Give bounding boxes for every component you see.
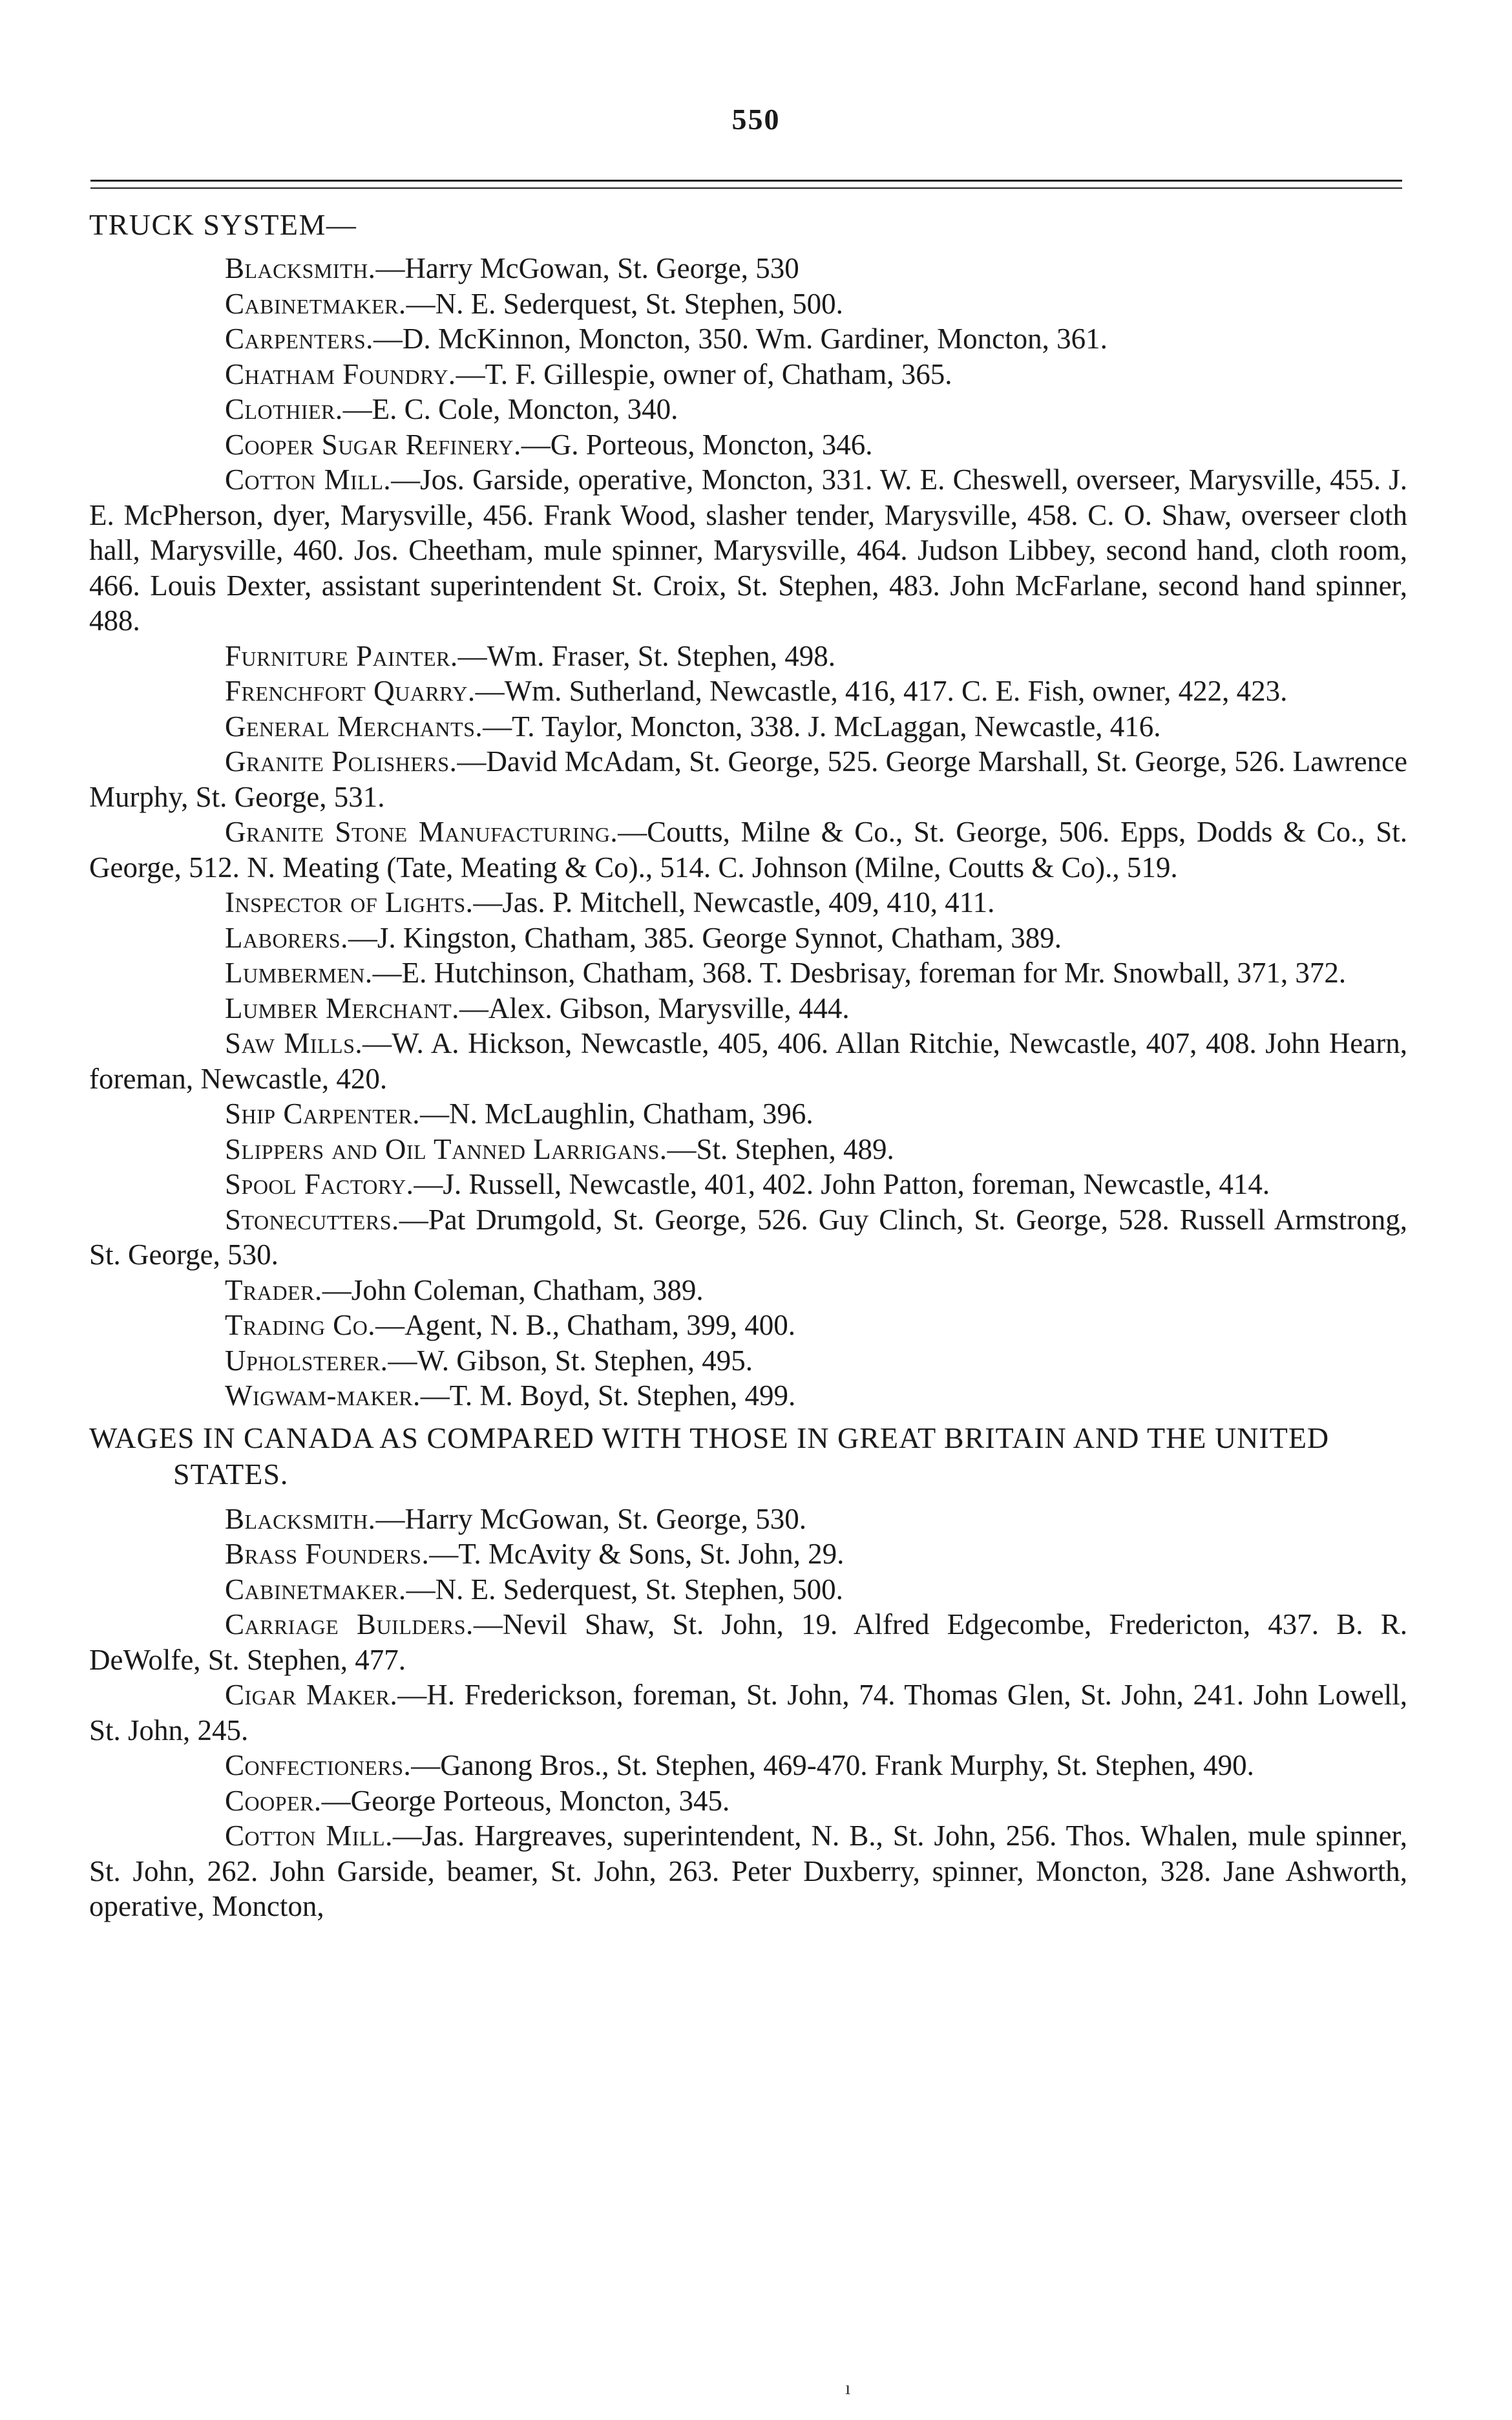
entry [89,1378,1407,1414]
entry-category: Ship Carpenter. [225,1098,420,1130]
entry-category: Stonecutters. [225,1203,399,1236]
entry-text: —T. Taylor, Moncton, 338. J. McLaggan, Newcastle, 416. [483,710,1161,743]
entry-category: Saw Mills. [225,1027,363,1059]
entry [89,1572,1407,1608]
entry-text: —St. Stephen, 489. [667,1132,894,1165]
entry-category: Blacksmith. [225,1502,376,1535]
page-number: 550 [731,103,781,136]
entry-category: Furniture Painter. [225,639,458,672]
entry [89,1502,1407,1537]
entry-category: Laborers. [225,921,348,954]
entry-category: Chatham Foundry. [225,357,456,390]
entry-category: Cooper. [225,1784,322,1817]
entry-text: —Jos. Garside, operative, Moncton, 331. W. E. Cheswell, overseer, Marysville, 455. J. E. McPherson, dyer, Marysville, 456. Frank Wood, slasher tender, Marysville, 458. C. O. Shaw, overseer cloth hall, Marysville, 460. Jos. Cheetham, mule spinner, Marysville, 464. Judson Libbey, second hand, cloth room, 466. Louis Dexter, assistant superintendent St. Croix, St. Stephen, 483. John McFarlane, second hand spinner, 488. [89,463,1407,637]
stray-mark: ı [845,2377,851,2399]
header-rule-double [90,187,1402,189]
entry [89,885,1407,920]
entry-text: —Harry McGowan, St. George, 530 [375,252,799,284]
entry-category: Spool Factory. [225,1168,414,1200]
entry [89,1783,1407,1819]
section-truck-system-entries [89,251,1407,1414]
entry-text: —N. McLaughlin, Chatham, 396. [419,1098,814,1130]
entry-text: —H. Frederickson, foreman, St. John, 74. Thomas Glen, St. John, 241. John Lowell, St. John, 245. [89,1679,1408,1746]
entry [89,1273,1407,1308]
entry-category: Confectioners. [225,1749,412,1781]
entry [89,814,1407,885]
entry-category: Wigwam-maker. [225,1379,421,1412]
section-wages-entries [89,1502,1407,1924]
entry [89,709,1407,745]
entry-text: —Coutts, Milne & Co., St. George, 506. Epps, Dodds & Co., St. George, 512. N. Meating (Tate, Meating & Co)., 514. C. Johnson (Milne, Coutts & Co)., 519. [89,816,1407,884]
entry [89,251,1407,286]
entry-category: Cabinetmaker. [225,287,406,320]
page-body [89,207,1407,1924]
entry-text: —W. Gibson, St. Stephen, 495. [388,1344,753,1377]
entry [89,392,1407,427]
entry [89,462,1407,639]
entry-text: —Pat Drumgold, St. George, 526. Guy Clinch, St. George, 528. Russell Armstrong, St. George, 530. [89,1203,1407,1271]
entry [89,1748,1407,1783]
entry [89,1343,1407,1379]
entry-text: —Jas. Hargreaves, superintendent, N. B., St. John, 256. Thos. Whalen, mule spinner, St. John, 262. John Garside, beamer, St. John, 263. Peter Duxberry, spinner, Moncton, 328. Jane Ashworth, operative, Moncton, [89,1820,1407,1922]
entry-category: Trading Co. [225,1309,376,1341]
entry-text: —Wm. Sutherland, Newcastle, 416, 417. C. E. Fish, owner, 422, 423. [475,675,1288,707]
entry-category: Clothier. [225,393,343,425]
entry-category: Lumbermen. [225,957,373,989]
entry-text: —D. McKinnon, Moncton, 350. Wm. Gardiner, Moncton, 361. [373,323,1108,355]
entry [89,1308,1407,1343]
entry-text: —W. A. Hickson, Newcastle, 405, 406. Allan Ritchie, Newcastle, 407, 408. John Hearn, foreman, Newcastle, 420. [89,1027,1407,1095]
entry-category: Trader. [225,1273,322,1306]
entry-text: —John Coleman, Chatham, 389. [322,1273,704,1306]
entry-category: Inspector of Lights. [225,886,474,918]
entry [89,1202,1407,1273]
entry-category: Cabinetmaker. [225,1573,406,1606]
entry-category: Carriage Builders. [225,1608,474,1640]
section-title-truck-system: TRUCK SYSTEM— [89,208,357,241]
entry [89,1132,1407,1167]
header-rule [90,180,1402,182]
entry [89,920,1407,956]
entry-text: —T. F. Gillespie, owner of, Chatham, 365. [456,357,952,390]
entry-text: —Wm. Fraser, St. Stephen, 498. [457,639,836,672]
entry-category: Cotton Mill. [225,1820,393,1852]
entry [89,1677,1407,1748]
entry-text: —N. E. Sederquest, St. Stephen, 500. [406,287,843,320]
entry-text: —Agent, N. B., Chatham, 399, 400. [375,1309,796,1341]
entry-category: General Merchants. [225,710,483,743]
entry-category: Slippers and Oil Tanned Larrigans. [225,1132,667,1165]
entry-category: Brass Founders. [225,1538,430,1570]
entry-category: Cotton Mill. [225,463,392,496]
entry-category: Cigar Maker. [225,1679,398,1711]
entry-category: Carpenters. [225,323,373,355]
entry-text: —George Porteous, Moncton, 345. [321,1784,730,1817]
entry [89,1026,1407,1096]
entry [89,744,1407,814]
section-title-wages: WAGES IN CANADA AS COMPARED WITH THOSE IN GREAT BRITAIN AND THE UNITED STATES. [89,1421,1330,1491]
entry [89,427,1407,463]
entry [89,991,1407,1026]
entry-category: Frenchfort Quarry. [225,675,476,707]
entry-category: Blacksmith. [225,252,376,284]
entry-text: —G. Porteous, Moncton, 346. [521,428,873,461]
entry [89,1536,1407,1572]
entry-category: Granite Stone Manufacturing. [225,816,618,848]
entry-text: —J. Russell, Newcastle, 401, 402. John Patton, foreman, Newcastle, 414. [414,1168,1270,1200]
entry-text: —N. E. Sederquest, St. Stephen, 500. [406,1573,843,1606]
entry-text: —Harry McGowan, St. George, 530. [375,1502,806,1535]
entry-text: —T. M. Boyd, St. Stephen, 499. [420,1379,796,1412]
entry-category: Cooper Sugar Refinery. [225,428,521,461]
entry-text: —Ganong Bros., St. Stephen, 469-470. Frank Murphy, St. Stephen, 490. [411,1749,1254,1781]
entry [89,286,1407,322]
entry [89,321,1407,357]
entry-text: —E. Hutchinson, Chatham, 368. T. Desbrisay, foreman for Mr. Snowball, 371, 372. [372,957,1347,989]
entry [89,955,1407,991]
entry [89,1167,1407,1202]
entry-text: —J. Kingston, Chatham, 385. George Synnot, Chatham, 389. [348,921,1062,954]
entry [89,357,1407,392]
entry [89,1096,1407,1132]
entry [89,1607,1407,1677]
entry-text: —David McAdam, St. George, 525. George Marshall, St. George, 526. Lawrence Murphy, St. George, 531. [89,745,1407,813]
entry-text: —T. McAvity & Sons, St. John, 29. [429,1538,845,1570]
entry-text: —Alex. Gibson, Marysville, 444. [459,992,850,1024]
entry-category: Lumber Merchant. [225,992,459,1024]
entry-category: Granite Polishers. [225,745,457,778]
entry-category: Upholsterer. [225,1344,388,1377]
entry [89,639,1407,674]
entry-text: —E. C. Cole, Moncton, 340. [342,393,678,425]
entry [89,674,1407,709]
entry [89,1818,1407,1924]
entry-text: —Jas. P. Mitchell, Newcastle, 409, 410, 411. [473,886,995,918]
entry-text: —Nevil Shaw, St. John, 19. Alfred Edgecombe, Fredericton, 437. B. R. DeWolfe, St. Stephen, 477. [89,1608,1407,1676]
